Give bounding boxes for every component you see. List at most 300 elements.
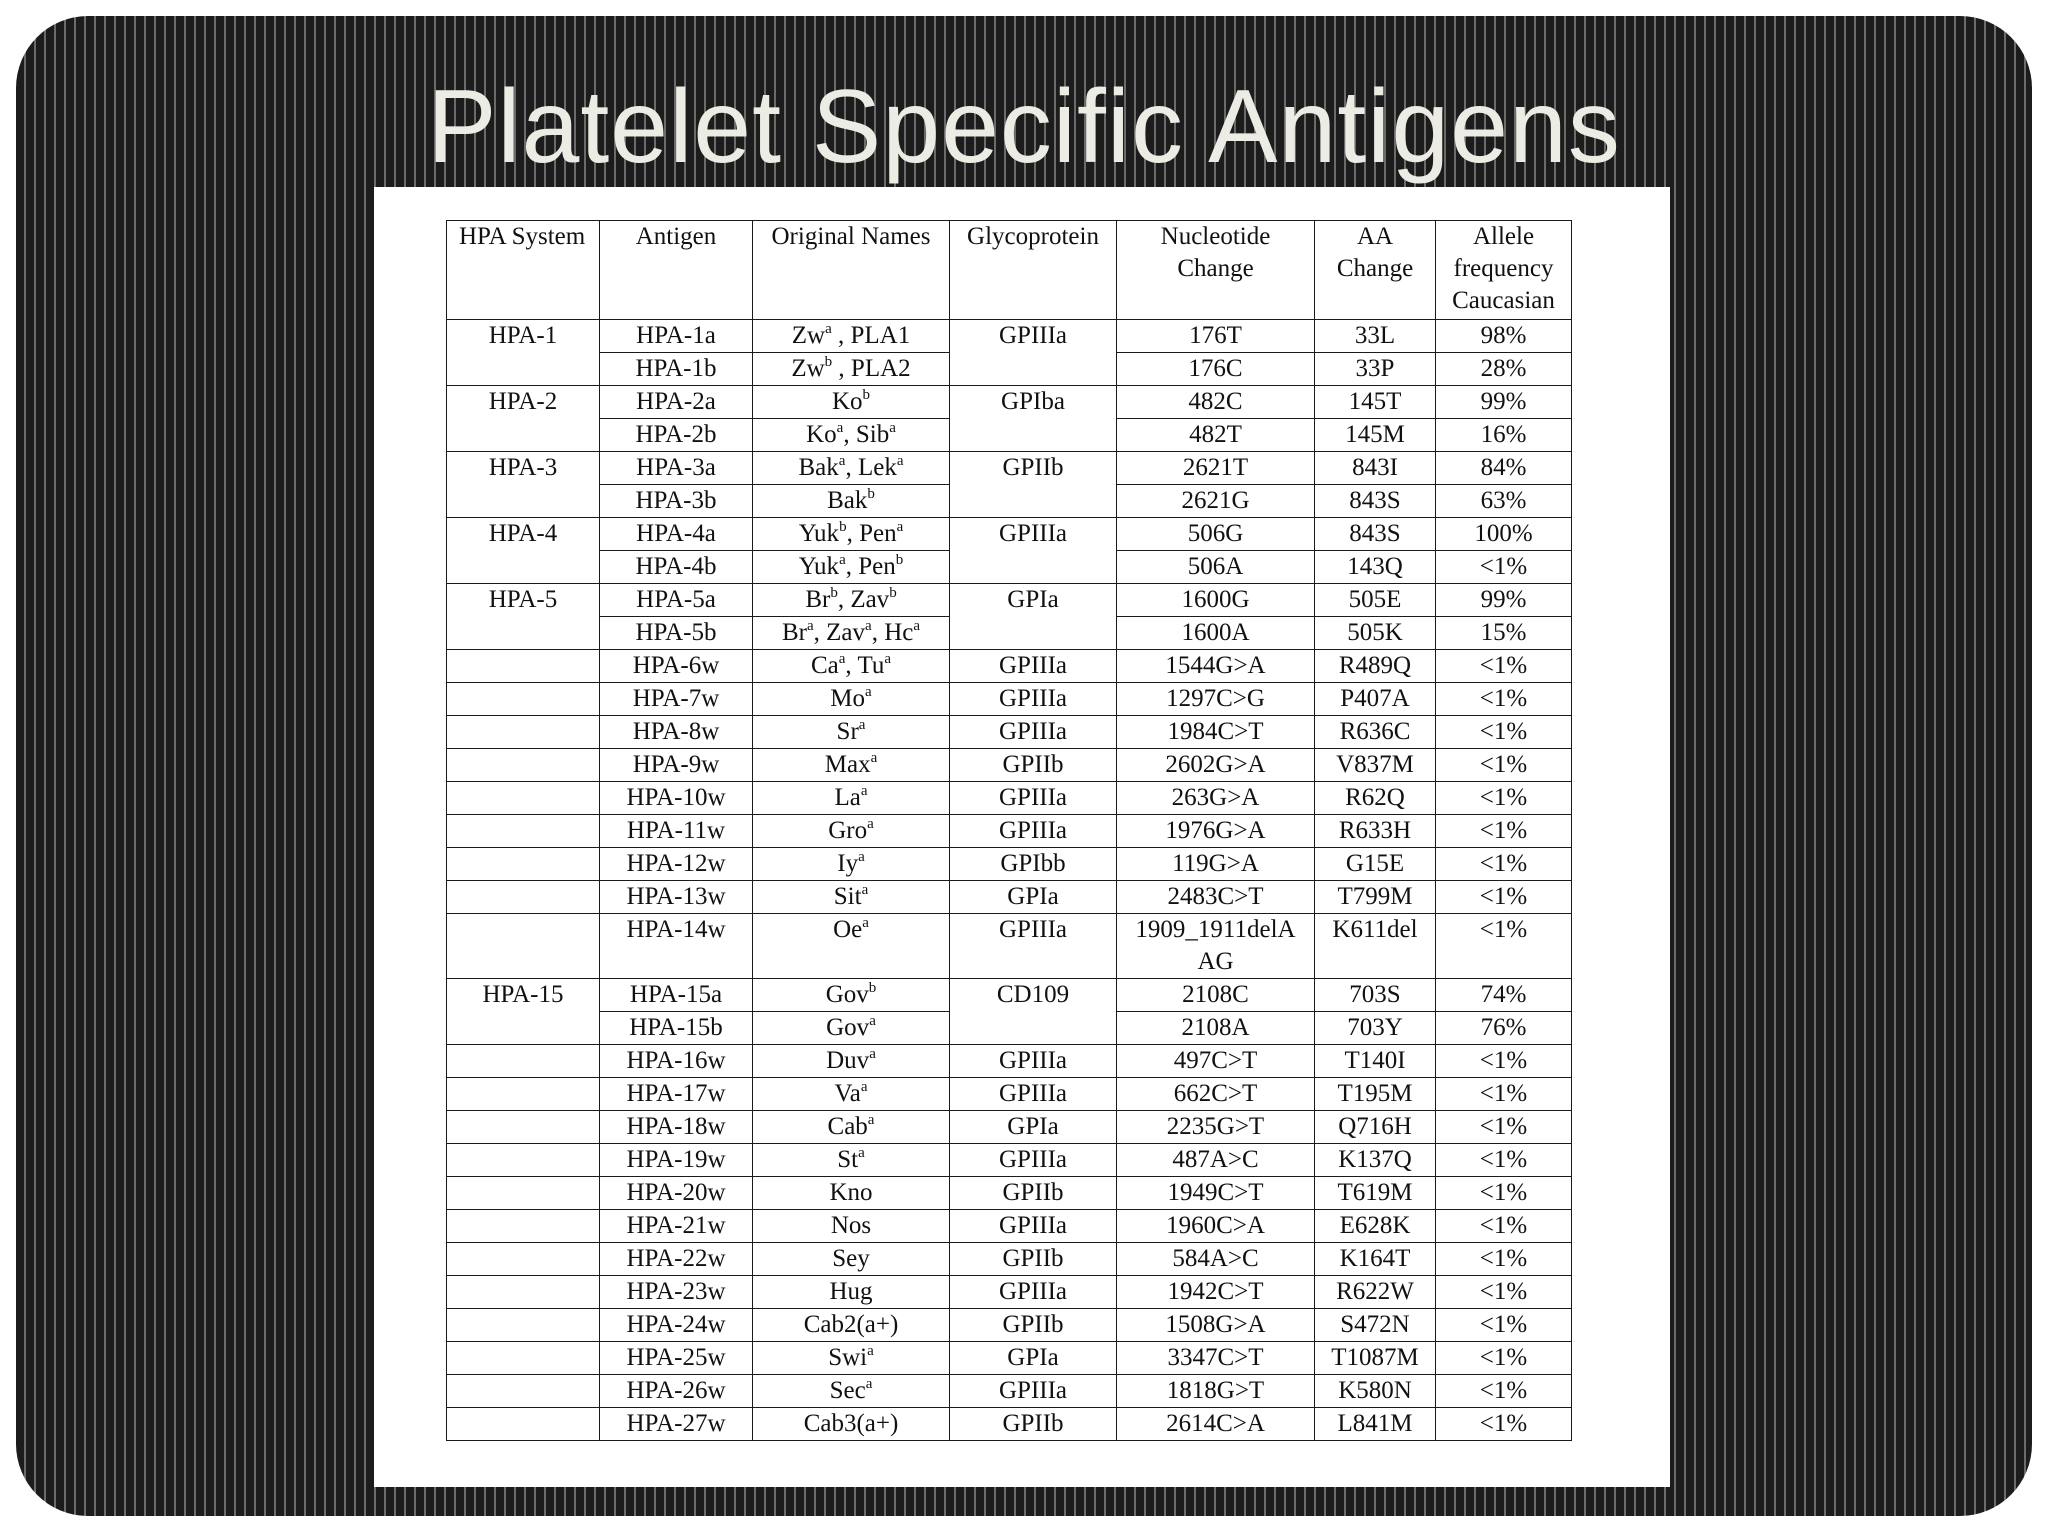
original-name-text: Zw xyxy=(791,355,825,382)
cell-aa-change: 843I xyxy=(1315,452,1436,485)
original-name-superscript: a xyxy=(865,1376,873,1392)
cell-antigen: HPA-23w xyxy=(600,1276,753,1309)
cell-hpa-system xyxy=(447,815,600,848)
cell-hpa-system: HPA-5 xyxy=(447,584,600,617)
cell-glycoprotein: GPIIb xyxy=(950,1243,1117,1276)
original-name-superscript: b xyxy=(868,980,877,996)
table-row xyxy=(447,815,1572,848)
cell-allele-frequency: 15% xyxy=(1436,617,1572,650)
cell-original-names xyxy=(753,386,950,419)
cell-nucleotide-change: 2614C>A xyxy=(1117,1408,1315,1441)
cell-aa-change: 505E xyxy=(1315,584,1436,617)
cell-aa-change: Q716H xyxy=(1315,1111,1436,1144)
original-name-text: Bak xyxy=(827,487,868,514)
original-name-text: , Zav xyxy=(837,586,890,613)
cell-aa-change: R636C xyxy=(1315,716,1436,749)
cell-aa-change: T1087M xyxy=(1315,1342,1436,1375)
original-name-text: , Tu xyxy=(845,652,885,679)
cell-aa-change: T799M xyxy=(1315,881,1436,914)
cell-allele-frequency: <1% xyxy=(1436,749,1572,782)
cell-original-names xyxy=(753,1012,950,1045)
cell-aa-change: 145M xyxy=(1315,419,1436,452)
header-antigen: Antigen xyxy=(600,221,753,320)
cell-hpa-system xyxy=(447,782,600,815)
table-row xyxy=(447,551,1572,584)
cell-aa-change: L841M xyxy=(1315,1408,1436,1441)
original-name-text: Cab xyxy=(827,1113,868,1140)
cell-original-names xyxy=(753,1144,950,1177)
table-row xyxy=(447,1243,1572,1276)
cell-allele-frequency: <1% xyxy=(1436,650,1572,683)
original-name-text: Sit xyxy=(833,883,862,910)
original-name-text: Sec xyxy=(829,1377,866,1404)
cell-antigen: HPA-16w xyxy=(600,1045,753,1078)
header-glycoprotein: Glycoprotein xyxy=(950,221,1117,320)
cell-original-names xyxy=(753,320,950,353)
cell-original-names xyxy=(753,1375,950,1408)
original-name-superscript: a xyxy=(870,750,878,766)
original-name-superscript: a xyxy=(860,1079,868,1095)
cell-allele-frequency: <1% xyxy=(1436,1045,1572,1078)
cell-glycoprotein: GPIbb xyxy=(950,848,1117,881)
cell-hpa-system: HPA-3 xyxy=(447,452,600,485)
cell-original-names xyxy=(753,419,950,452)
table-row xyxy=(447,1012,1572,1045)
original-name-superscript: a xyxy=(869,1013,876,1029)
cell-antigen: HPA-10w xyxy=(600,782,753,815)
cell-allele-frequency: <1% xyxy=(1436,1408,1572,1441)
header-allele-frequency: Allele frequency Caucasian xyxy=(1436,221,1572,320)
cell-antigen: HPA-5b xyxy=(600,617,753,650)
cell-glycoprotein: GPIIIa xyxy=(950,1144,1117,1177)
cell-glycoprotein: GPIIIa xyxy=(950,320,1117,353)
cell-glycoprotein: GPIIIa xyxy=(950,914,1117,979)
cell-original-names xyxy=(753,1342,950,1375)
cell-hpa-system xyxy=(447,1276,600,1309)
cell-allele-frequency: <1% xyxy=(1436,782,1572,815)
cell-hpa-system xyxy=(447,1210,600,1243)
cell-hpa-system xyxy=(447,551,600,584)
cell-aa-change: R489Q xyxy=(1315,650,1436,683)
original-name-superscript: a xyxy=(858,1145,865,1161)
original-name-text: Max xyxy=(824,751,871,778)
original-name-superscript: a xyxy=(806,618,814,634)
cell-antigen: HPA-9w xyxy=(600,749,753,782)
cell-nucleotide-change: 497C>T xyxy=(1117,1045,1315,1078)
cell-glycoprotein: GPIa xyxy=(950,881,1117,914)
original-name-superscript: a xyxy=(861,882,869,898)
cell-antigen: HPA-1a xyxy=(600,320,753,353)
cell-aa-change: K137Q xyxy=(1315,1144,1436,1177)
cell-glycoprotein: GPIIIa xyxy=(950,815,1117,848)
original-name-text: , Pen xyxy=(845,553,896,580)
original-name-text: Sey xyxy=(832,1245,870,1272)
table-row xyxy=(447,1078,1572,1111)
cell-glycoprotein: CD109 xyxy=(950,979,1117,1012)
cell-hpa-system xyxy=(447,617,600,650)
cell-nucleotide-change: 263G>A xyxy=(1117,782,1315,815)
cell-nucleotide-change: 487A>C xyxy=(1117,1144,1315,1177)
cell-nucleotide-change: 1976G>A xyxy=(1117,815,1315,848)
table-row xyxy=(447,1111,1572,1144)
cell-hpa-system: HPA-4 xyxy=(447,518,600,551)
cell-aa-change: R622W xyxy=(1315,1276,1436,1309)
cell-allele-frequency: <1% xyxy=(1436,881,1572,914)
cell-glycoprotein: GPIIIa xyxy=(950,1276,1117,1309)
cell-antigen: HPA-2a xyxy=(600,386,753,419)
cell-hpa-system xyxy=(447,1012,600,1045)
original-name-superscript: b xyxy=(824,354,833,370)
cell-hpa-system xyxy=(447,1144,600,1177)
original-name-text: Va xyxy=(834,1080,861,1107)
cell-nucleotide-change: 1984C>T xyxy=(1117,716,1315,749)
cell-aa-change: S472N xyxy=(1315,1309,1436,1342)
original-name-superscript: a xyxy=(913,618,921,634)
table-row xyxy=(447,1045,1572,1078)
cell-aa-change: P407A xyxy=(1315,683,1436,716)
cell-antigen: HPA-4b xyxy=(600,551,753,584)
header-hpa-system: HPA System xyxy=(447,221,600,320)
cell-antigen: HPA-20w xyxy=(600,1177,753,1210)
cell-nucleotide-change: 1297C>G xyxy=(1117,683,1315,716)
cell-allele-frequency: 99% xyxy=(1436,386,1572,419)
original-name-text: Nos xyxy=(830,1212,872,1239)
table-row xyxy=(447,617,1572,650)
original-name-text: Yuk xyxy=(798,553,840,580)
table-body xyxy=(447,320,1572,1441)
cell-glycoprotein xyxy=(950,617,1117,650)
cell-original-names xyxy=(753,1309,950,1342)
cell-allele-frequency: 74% xyxy=(1436,979,1572,1012)
cell-aa-change: 143Q xyxy=(1315,551,1436,584)
cell-glycoprotein xyxy=(950,485,1117,518)
table-row xyxy=(447,716,1572,749)
cell-allele-frequency: 99% xyxy=(1436,584,1572,617)
cell-original-names xyxy=(753,1177,950,1210)
original-name-text: Cab3(a+) xyxy=(803,1410,899,1437)
cell-hpa-system xyxy=(447,1309,600,1342)
cell-hpa-system xyxy=(447,1408,600,1441)
table-row xyxy=(447,683,1572,716)
cell-original-names xyxy=(753,353,950,386)
table-row xyxy=(447,1375,1572,1408)
cell-nucleotide-change: 506A xyxy=(1117,551,1315,584)
cell-aa-change: T619M xyxy=(1315,1177,1436,1210)
cell-glycoprotein: GPIIIa xyxy=(950,650,1117,683)
table-row xyxy=(447,584,1572,617)
original-name-superscript: a xyxy=(836,420,844,436)
cell-glycoprotein: GPIIIa xyxy=(950,1375,1117,1408)
cell-aa-change: 505K xyxy=(1315,617,1436,650)
cell-glycoprotein: GPIIIa xyxy=(950,1210,1117,1243)
cell-antigen: HPA-15a xyxy=(600,979,753,1012)
cell-aa-change: 145T xyxy=(1315,386,1436,419)
cell-allele-frequency: <1% xyxy=(1436,683,1572,716)
original-name-superscript: a xyxy=(839,552,846,568)
cell-nucleotide-change: 2108C xyxy=(1117,979,1315,1012)
cell-hpa-system xyxy=(447,1375,600,1408)
cell-aa-change: K164T xyxy=(1315,1243,1436,1276)
original-name-text: , Sib xyxy=(843,421,890,448)
original-name-text: Ko xyxy=(806,421,837,448)
cell-glycoprotein: GPIIIa xyxy=(950,782,1117,815)
cell-original-names xyxy=(753,815,950,848)
cell-allele-frequency: <1% xyxy=(1436,1375,1572,1408)
cell-antigen: HPA-22w xyxy=(600,1243,753,1276)
original-name-superscript: a xyxy=(869,1046,876,1062)
cell-nucleotide-change: 2108A xyxy=(1117,1012,1315,1045)
original-name-text: Gro xyxy=(828,817,868,844)
cell-glycoprotein: GPIIIa xyxy=(950,1045,1117,1078)
cell-hpa-system xyxy=(447,848,600,881)
cell-aa-change: 843S xyxy=(1315,518,1436,551)
cell-antigen: HPA-17w xyxy=(600,1078,753,1111)
cell-glycoprotein xyxy=(950,353,1117,386)
original-name-text: Mo xyxy=(830,685,866,712)
cell-original-names xyxy=(753,881,950,914)
table-row xyxy=(447,1342,1572,1375)
cell-hpa-system xyxy=(447,683,600,716)
original-name-text: Gov xyxy=(825,981,869,1008)
cell-glycoprotein: GPIIb xyxy=(950,1177,1117,1210)
original-name-text: , Hc xyxy=(871,619,914,646)
cell-original-names xyxy=(753,782,950,815)
original-name-text: Br xyxy=(781,619,807,646)
cell-allele-frequency: <1% xyxy=(1436,1276,1572,1309)
original-name-text: Oe xyxy=(833,916,863,943)
cell-nucleotide-change: 176C xyxy=(1117,353,1315,386)
cell-original-names xyxy=(753,650,950,683)
cell-original-names xyxy=(753,1408,950,1441)
cell-hpa-system xyxy=(447,650,600,683)
cell-antigen: HPA-3a xyxy=(600,452,753,485)
cell-hpa-system xyxy=(447,716,600,749)
table-row xyxy=(447,1408,1572,1441)
cell-nucleotide-change: 3347C>T xyxy=(1117,1342,1315,1375)
cell-allele-frequency: 98% xyxy=(1436,320,1572,353)
cell-glycoprotein: GPIa xyxy=(950,584,1117,617)
cell-original-names xyxy=(753,1045,950,1078)
cell-aa-change: K580N xyxy=(1315,1375,1436,1408)
cell-antigen: HPA-5a xyxy=(600,584,753,617)
cell-nucleotide-change: 584A>C xyxy=(1117,1243,1315,1276)
cell-hpa-system xyxy=(447,1078,600,1111)
cell-antigen: HPA-19w xyxy=(600,1144,753,1177)
cell-hpa-system xyxy=(447,1243,600,1276)
cell-hpa-system xyxy=(447,1342,600,1375)
cell-nucleotide-change: 2602G>A xyxy=(1117,749,1315,782)
original-name-superscript: a xyxy=(838,453,846,469)
original-name-text: Ko xyxy=(831,388,863,415)
cell-glycoprotein xyxy=(950,551,1117,584)
original-name-text: Swi xyxy=(828,1344,868,1371)
table-panel xyxy=(374,187,1670,1487)
original-name-superscript: b xyxy=(862,387,871,403)
cell-allele-frequency: <1% xyxy=(1436,1111,1572,1144)
cell-hpa-system xyxy=(447,914,600,979)
original-name-superscript: a xyxy=(860,783,868,799)
cell-allele-frequency: <1% xyxy=(1436,1243,1572,1276)
cell-aa-change: 703S xyxy=(1315,979,1436,1012)
table-row xyxy=(447,1144,1572,1177)
cell-antigen: HPA-4a xyxy=(600,518,753,551)
original-name-superscript: a xyxy=(862,915,869,931)
cell-aa-change: 703Y xyxy=(1315,1012,1436,1045)
header-original-names: Original Names xyxy=(753,221,950,320)
original-name-text: St xyxy=(837,1146,859,1173)
cell-hpa-system xyxy=(447,353,600,386)
cell-aa-change: 843S xyxy=(1315,485,1436,518)
cell-nucleotide-change: 662C>T xyxy=(1117,1078,1315,1111)
cell-antigen: HPA-24w xyxy=(600,1309,753,1342)
table-row xyxy=(447,881,1572,914)
table-header-row xyxy=(447,221,1572,320)
original-name-text: Gov xyxy=(826,1014,870,1041)
original-name-superscript: b xyxy=(867,486,875,502)
original-name-superscript: b xyxy=(830,585,838,601)
cell-original-names xyxy=(753,1210,950,1243)
original-name-text: La xyxy=(834,784,861,811)
original-name-superscript: b xyxy=(889,585,897,601)
original-name-text: Kno xyxy=(829,1179,873,1206)
table-row xyxy=(447,485,1572,518)
cell-hpa-system xyxy=(447,485,600,518)
original-name-superscript: b xyxy=(895,552,904,568)
cell-original-names xyxy=(753,979,950,1012)
cell-nucleotide-change: 2621G xyxy=(1117,485,1315,518)
cell-hpa-system xyxy=(447,881,600,914)
cell-nucleotide-change: 1949C>T xyxy=(1117,1177,1315,1210)
header-nucleotide-change: Nucleotide Change xyxy=(1117,221,1315,320)
cell-glycoprotein: GPIIIa xyxy=(950,716,1117,749)
cell-hpa-system xyxy=(447,1111,600,1144)
cell-antigen: HPA-21w xyxy=(600,1210,753,1243)
cell-original-names xyxy=(753,551,950,584)
cell-nucleotide-change: 1909_1911delA AG xyxy=(1117,914,1315,979)
cell-antigen: HPA-8w xyxy=(600,716,753,749)
cell-glycoprotein: GPIIb xyxy=(950,1309,1117,1342)
cell-nucleotide-change: 1942C>T xyxy=(1117,1276,1315,1309)
cell-nucleotide-change: 1600G xyxy=(1117,584,1315,617)
cell-aa-change: G15E xyxy=(1315,848,1436,881)
cell-antigen: HPA-25w xyxy=(600,1342,753,1375)
original-name-superscript: a xyxy=(889,420,896,436)
original-name-superscript: a xyxy=(896,519,904,535)
cell-nucleotide-change: 482T xyxy=(1117,419,1315,452)
table-row xyxy=(447,353,1572,386)
cell-allele-frequency: <1% xyxy=(1436,1177,1572,1210)
original-name-text: , PLA2 xyxy=(832,355,911,382)
cell-aa-change: K611del xyxy=(1315,914,1436,979)
cell-glycoprotein: GPIIb xyxy=(950,1408,1117,1441)
cell-glycoprotein: GPIa xyxy=(950,1342,1117,1375)
cell-nucleotide-change: 1544G>A xyxy=(1117,650,1315,683)
cell-allele-frequency: 16% xyxy=(1436,419,1572,452)
cell-original-names xyxy=(753,518,950,551)
original-name-text: Iy xyxy=(837,850,859,877)
table-row xyxy=(447,386,1572,419)
original-name-text: , Zav xyxy=(813,619,866,646)
cell-nucleotide-change: 482C xyxy=(1117,386,1315,419)
cell-glycoprotein: GPIIIa xyxy=(950,683,1117,716)
slide-background xyxy=(16,16,2032,1516)
original-name-superscript: a xyxy=(867,1112,875,1128)
original-name-superscript: a xyxy=(858,849,865,865)
cell-antigen: HPA-7w xyxy=(600,683,753,716)
cell-original-names xyxy=(753,1243,950,1276)
cell-antigen: HPA-13w xyxy=(600,881,753,914)
cell-allele-frequency: <1% xyxy=(1436,716,1572,749)
cell-antigen: HPA-14w xyxy=(600,914,753,979)
table-row xyxy=(447,979,1572,1012)
cell-antigen: HPA-26w xyxy=(600,1375,753,1408)
cell-original-names xyxy=(753,1276,950,1309)
cell-original-names xyxy=(753,848,950,881)
original-name-text: Ca xyxy=(810,652,839,679)
cell-aa-change: R62Q xyxy=(1315,782,1436,815)
cell-original-names xyxy=(753,452,950,485)
cell-aa-change: 33L xyxy=(1315,320,1436,353)
cell-original-names xyxy=(753,749,950,782)
table-row xyxy=(447,749,1572,782)
cell-original-names xyxy=(753,617,950,650)
cell-hpa-system xyxy=(447,1177,600,1210)
original-name-text: , Pen xyxy=(846,520,897,547)
cell-aa-change: R633H xyxy=(1315,815,1436,848)
cell-glycoprotein: GPIIb xyxy=(950,749,1117,782)
hpa-table xyxy=(446,220,1572,1441)
cell-allele-frequency: <1% xyxy=(1436,1210,1572,1243)
cell-aa-change: T140I xyxy=(1315,1045,1436,1078)
cell-glycoprotein: GPIIIa xyxy=(950,1078,1117,1111)
cell-nucleotide-change: 2621T xyxy=(1117,452,1315,485)
table-row xyxy=(447,782,1572,815)
cell-antigen: HPA-3b xyxy=(600,485,753,518)
cell-nucleotide-change: 119G>A xyxy=(1117,848,1315,881)
original-name-text: Zw xyxy=(791,322,826,349)
cell-original-names xyxy=(753,1111,950,1144)
original-name-text: Br xyxy=(805,586,831,613)
table-row xyxy=(447,1177,1572,1210)
cell-allele-frequency: <1% xyxy=(1436,1078,1572,1111)
cell-allele-frequency: 84% xyxy=(1436,452,1572,485)
cell-antigen: HPA-1b xyxy=(600,353,753,386)
original-name-text: Sr xyxy=(836,718,859,745)
cell-antigen: HPA-11w xyxy=(600,815,753,848)
cell-allele-frequency: <1% xyxy=(1436,551,1572,584)
cell-nucleotide-change: 2235G>T xyxy=(1117,1111,1315,1144)
original-name-superscript: a xyxy=(825,321,832,337)
cell-nucleotide-change: 506G xyxy=(1117,518,1315,551)
cell-nucleotide-change: 1508G>A xyxy=(1117,1309,1315,1342)
table-row xyxy=(447,1276,1572,1309)
cell-antigen: HPA-27w xyxy=(600,1408,753,1441)
cell-nucleotide-change: 1960C>A xyxy=(1117,1210,1315,1243)
cell-hpa-system xyxy=(447,749,600,782)
cell-allele-frequency: 28% xyxy=(1436,353,1572,386)
cell-allele-frequency: <1% xyxy=(1436,815,1572,848)
cell-original-names xyxy=(753,485,950,518)
table-row xyxy=(447,848,1572,881)
cell-hpa-system xyxy=(447,419,600,452)
original-name-superscript: a xyxy=(884,651,892,667)
cell-glycoprotein xyxy=(950,1012,1117,1045)
cell-allele-frequency: 100% xyxy=(1436,518,1572,551)
table-row xyxy=(447,1210,1572,1243)
cell-nucleotide-change: 2483C>T xyxy=(1117,881,1315,914)
table-row xyxy=(447,914,1572,979)
cell-allele-frequency: <1% xyxy=(1436,914,1572,979)
